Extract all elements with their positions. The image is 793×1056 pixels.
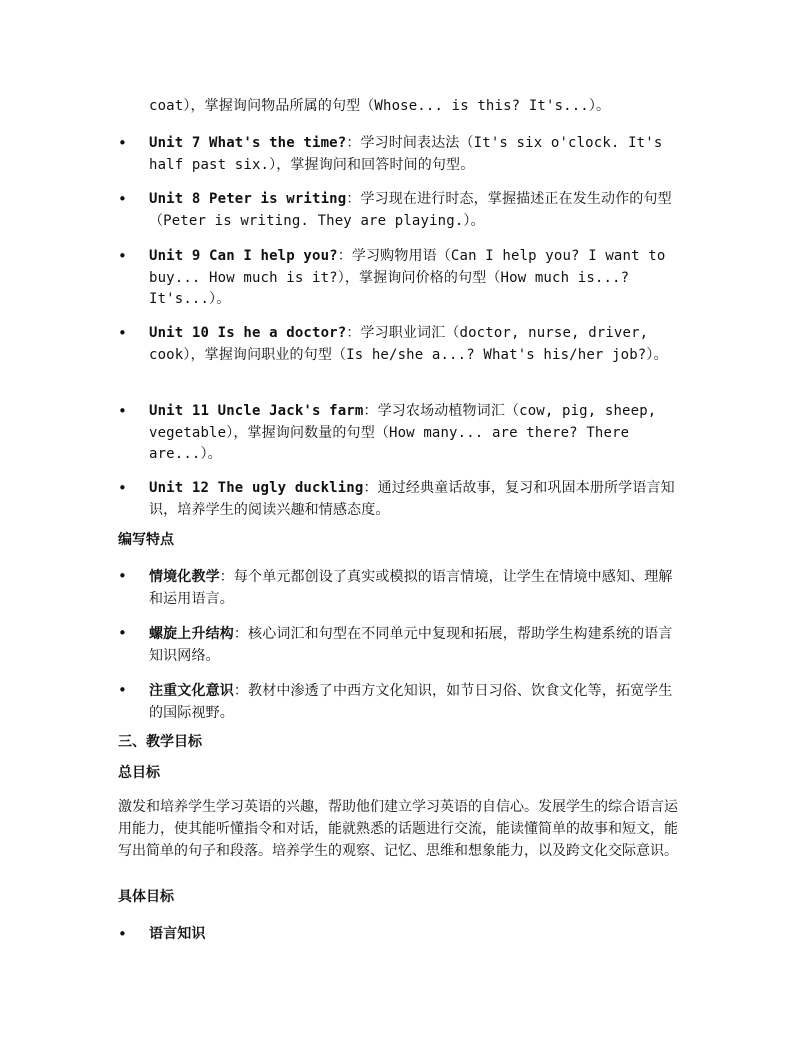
unit-description: ：学习时间表达法（It's six o'clock. It's half past six.），掌握询问和回答时间的句型。 (149, 135, 663, 173)
feature-description: ：每个单元都创设了真实或模拟的语言情境，让学生在情境中感知、理解和运用语言。 (149, 569, 673, 607)
bullet-icon: • (118, 567, 127, 585)
list-item-text (149, 623, 679, 667)
continuation-text: coat），掌握询问物品所属的句型（Whose... is this? It's...）。 (149, 98, 611, 114)
bullet-icon: • (118, 324, 127, 342)
feature-title: 注重文化意识 (149, 683, 234, 699)
bullet-icon: • (118, 247, 127, 265)
list-item-text (149, 133, 679, 176)
bullet-icon: • (118, 134, 127, 152)
feature-title: 情境化教学 (149, 569, 220, 585)
list-item-text (149, 924, 679, 946)
overall-goal-paragraph: 激发和培养学生学习英语的兴趣，帮助他们建立学习英语的自信心。发展学生的综合语言运用能力，使其能听懂指令和对话，能就熟悉的话题进行交流，能读懂简单的故事和短文，能写出简单的句子和段落。培养学生的观察、记忆、思维和想象能力，以及跨文化交际意识。 (118, 799, 678, 859)
list-item-text (149, 189, 679, 232)
subsection-heading: 总目标 (118, 765, 160, 781)
unit-title: Unit 11 Uncle Jack's farm (149, 403, 364, 419)
unit-description: ：通过经典童话故事，复习和巩固本册所学语言知识，培养学生的阅读兴趣和情感态度。 (149, 480, 675, 518)
bullet-icon: • (118, 624, 127, 642)
specific-goal-title: 语言知识 (149, 926, 206, 942)
unit-title: Unit 8 Peter is writing (149, 191, 347, 207)
feature-title: 螺旋上升结构 (149, 626, 234, 642)
subsection-heading: 具体目标 (118, 889, 174, 905)
bullet-icon: • (118, 190, 127, 208)
list-item-text (149, 323, 679, 366)
list-item-text (149, 401, 679, 466)
unit-description: ：学习现在进行时态，掌握描述正在发生动作的句型（Peter is writing. They are playing.）。 (149, 191, 672, 229)
list-item-text (149, 478, 679, 521)
list-item-text (149, 246, 679, 311)
unit-title: Unit 9 Can I help you? (149, 248, 338, 264)
unit-title: Unit 10 Is he a doctor? (149, 325, 347, 341)
feature-description: ：核心词汇和句型在不同单元中复现和拓展，帮助学生构建系统的语言知识网络。 (149, 626, 673, 664)
unit-description: ：学习购物用语（Can I help you? I want to buy... How much is it?），掌握询问价格的句型（How much is...? It's...）。 (149, 248, 666, 307)
unit-title: Unit 12 The ugly duckling (149, 480, 364, 496)
list-item-text (149, 680, 679, 724)
list-item-text (149, 566, 679, 610)
unit-title: Unit 7 What's the time? (149, 135, 347, 151)
bullet-icon: • (118, 925, 127, 943)
bullet-icon: • (118, 479, 127, 497)
features-heading: 编写特点 (118, 532, 174, 548)
feature-description: ：教材中渗透了中西方文化知识，如节日习俗、饮食文化等，拓宽学生的国际视野。 (149, 683, 673, 721)
unit-description: ：学习农场动植物词汇（cow, pig, sheep, vegetable），掌握询问数量的句型（How many... are there? There are...）。 (149, 403, 657, 462)
unit-description: ：学习职业词汇（doctor, nurse, driver, cook），掌握询问职业的句型（Is he/she a...? What's his/her job?）。 (149, 325, 668, 363)
bullet-icon: • (118, 402, 127, 420)
section-heading: 三、教学目标 (118, 734, 202, 750)
bullet-icon: • (118, 681, 127, 699)
